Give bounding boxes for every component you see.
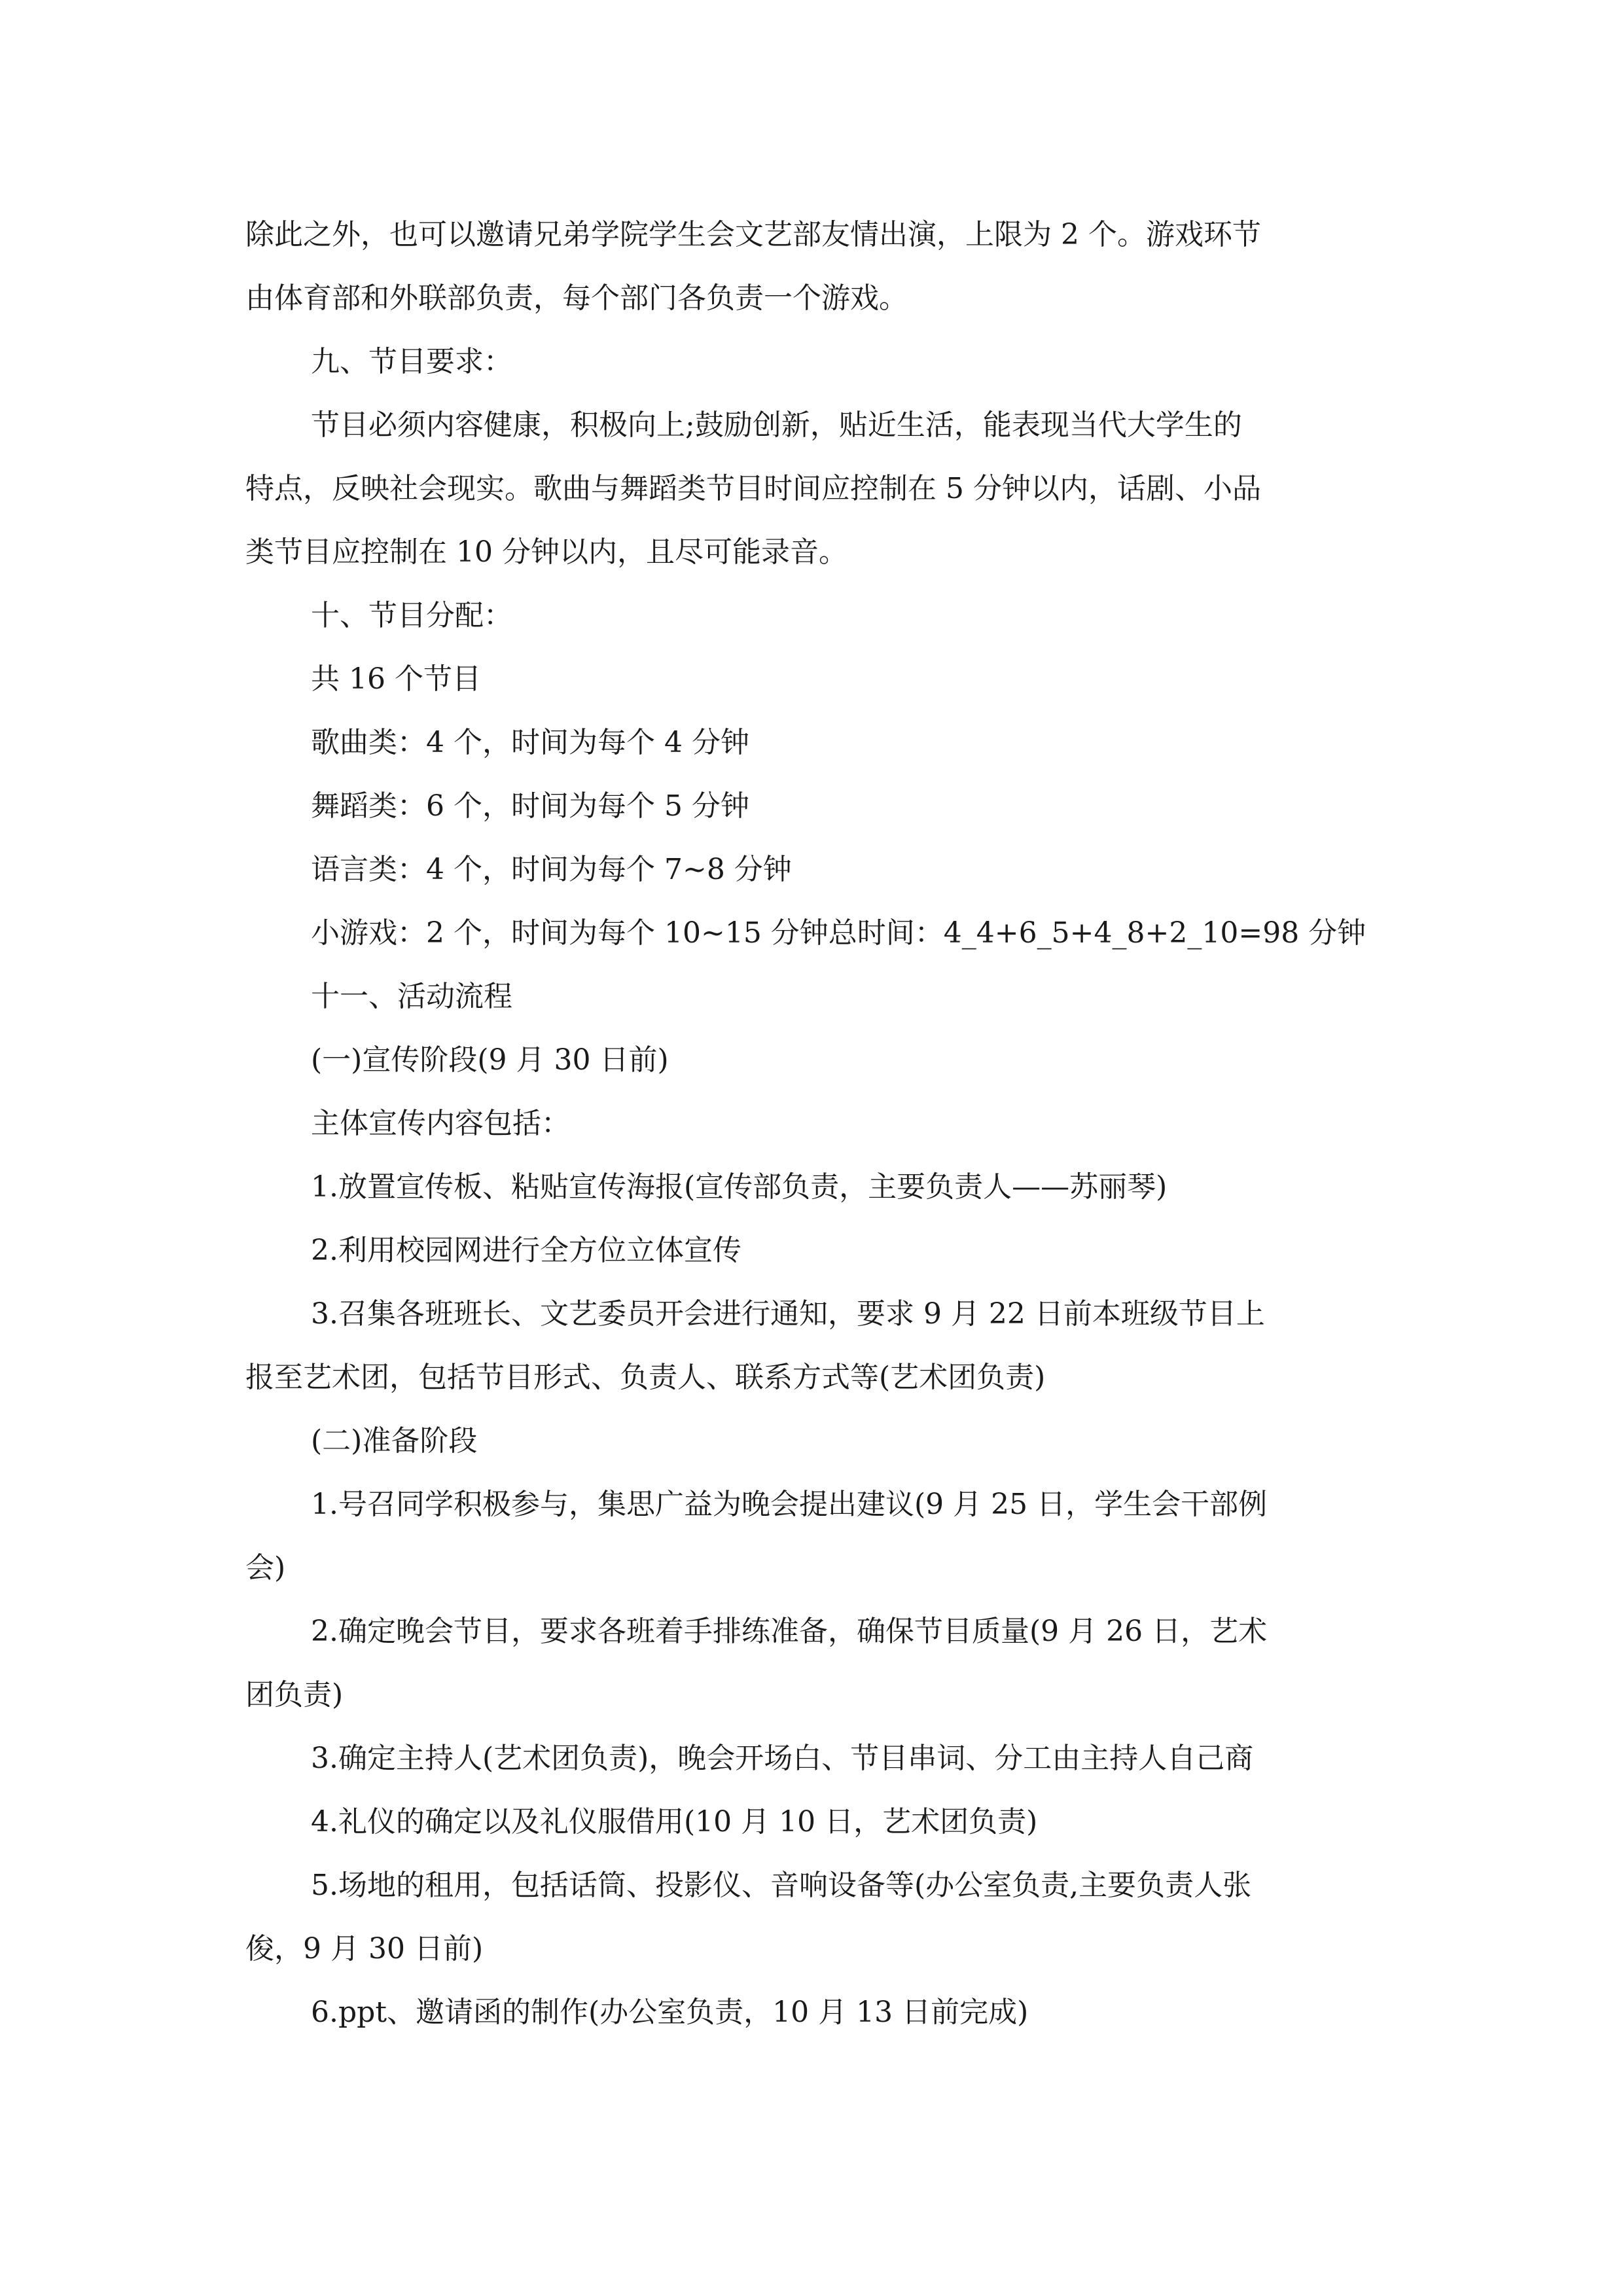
paragraph-line: 6.ppt、邀请函的制作(办公室负责，10 月 13 日前完成) [311,1996,1029,2029]
paragraph-line: 1.号召同学积极参与，集思广益为晚会提出建议(9 月 25 日，学生会干部例 [311,1488,1268,1521]
paragraph-line: 由体育部和外联部负责，每个部门各负责一个游戏。 [245,281,908,315]
paragraph-line: 节目必须内容健康，积极向上;鼓励创新，贴近生活，能表现当代大学生的 [311,408,1242,442]
paragraph-line: 3.召集各班班长、文艺委员开会进行通知，要求 9 月 22 日前本班级节目上 [311,1297,1265,1331]
paragraph-line: 共 16 个节目 [311,662,481,696]
paragraph-line: 语言类：4 个，时间为每个 7~8 分钟 [311,853,792,886]
paragraph-line: 类节目应控制在 10 分钟以内，且尽可能录音。 [245,535,847,569]
paragraph-line: (二)准备阶段 [311,1424,478,1458]
paragraph-line: 2.利用校园网进行全方位立体宣传 [311,1234,741,1267]
paragraph-line: 会) [245,1551,286,1585]
paragraph-line: 2.确定晚会节目，要求各班着手排练准备，确保节目质量(9 月 26 日，艺术 [311,1615,1268,1648]
paragraph-line: 小游戏：2 个，时间为每个 10~15 分钟总时间：4_4+6_5+4_8+2_10=98 分钟 [311,916,1366,950]
paragraph-line: 主体宣传内容包括： [311,1107,570,1140]
paragraph-line: 5.场地的租用，包括话筒、投影仪、音响设备等(办公室负责,主要负责人张 [311,1869,1252,1902]
paragraph-line: (一)宣传阶段(9 月 30 日前) [311,1043,669,1077]
paragraph-line: 特点，反映社会现实。歌曲与舞蹈类节目时间应控制在 5 分钟以内，话剧、小品 [245,472,1261,505]
paragraph-line: 除此之外，也可以邀请兄弟学院学生会文艺部友情出演，上限为 2 个。游戏环节 [245,218,1261,251]
paragraph-line: 4.礼仪的确定以及礼仪服借用(10 月 10 日，艺术团负责) [311,1805,1038,1839]
paragraph-line: 十一、活动流程 [311,980,512,1013]
paragraph-line: 舞蹈类：6 个，时间为每个 5 分钟 [311,789,749,823]
paragraph-line: 歌曲类：4 个，时间为每个 4 分钟 [311,726,749,759]
paragraph-line: 报至艺术团，包括节目形式、负责人、联系方式等(艺术团负责) [245,1361,1046,1394]
paragraph-line: 1.放置宣传板、粘贴宣传海报(宣传部负责，主要负责人——苏丽琴) [311,1170,1168,1204]
paragraph-line: 九、节目要求： [311,345,512,378]
document-body [245,203,1380,2044]
paragraph-line: 3.确定主持人(艺术团负责)，晚会开场白、节目串词、分工由主持人自己商 [311,1742,1254,1775]
paragraph-line: 俊，9 月 30 日前) [245,1932,484,1965]
paragraph-line: 十、节目分配： [311,599,512,632]
paragraph-line: 团负责) [245,1678,344,1712]
